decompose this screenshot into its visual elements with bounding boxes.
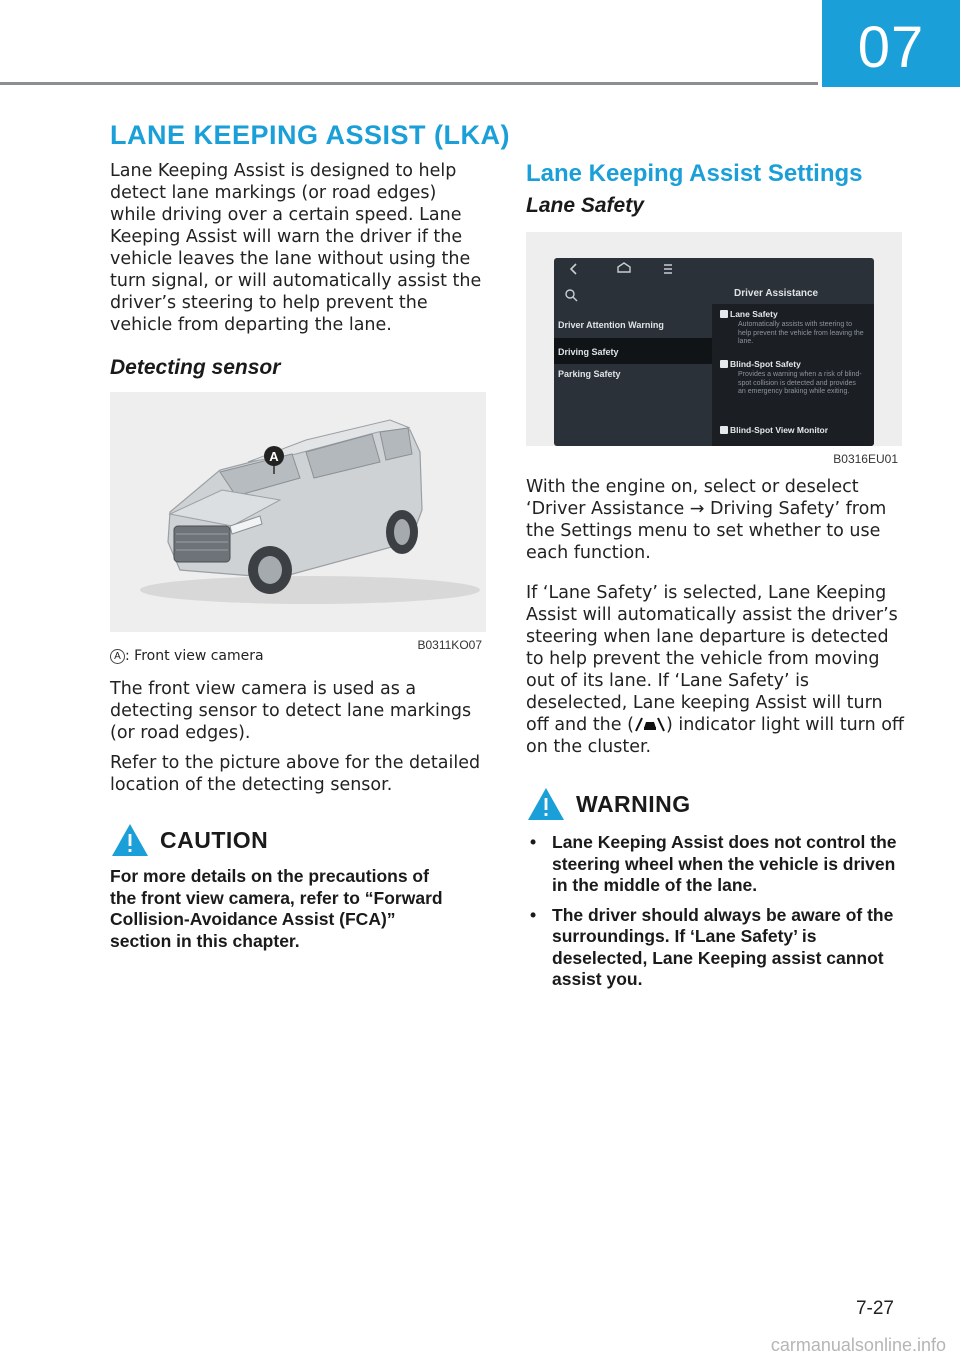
settings-paragraph-1: With the engine on, select or deselect ‘Driver Assistance → Driving Safety’ from the Settings menu to set whether to use each function. [526, 477, 887, 563]
option-blind-spot-view-monitor[interactable]: Blind-Spot View Monitor [730, 425, 829, 435]
right-column [526, 160, 906, 999]
options-panel [712, 304, 874, 446]
caption-text: : Front view camera [125, 648, 264, 664]
figure-code: B0311KO07 [417, 638, 482, 652]
option-blind-spot-desc: Provides a warning when a risk of blind-spot collision is detected and provides an emergency braking while exiting. [738, 371, 862, 395]
option-lane-safety[interactable]: Lane Safety [730, 309, 778, 319]
warning-item-1: • Lane Keeping Assist does not control the steering wheel when the vehicle is driven in the middle of the lane. [526, 832, 900, 897]
warning-item-2: • The driver should always be aware of the surroundings. If ‘Lane Safety’ is deselected, Lane Keeping assist cannot assist you. [526, 905, 900, 991]
header-rule [0, 82, 818, 85]
figure-marker-a: A [269, 449, 279, 464]
sensor-paragraph-2: Refer to the picture above for the detailed location of the detecting sensor. [110, 753, 481, 795]
bvm-checkbox[interactable] [720, 426, 728, 434]
settings-screen [554, 258, 874, 446]
warning-icon [526, 786, 566, 822]
warning-label: WARNING [576, 790, 691, 817]
settings-paragraph-2b: ) indicator light will turn off on the cluster. [526, 715, 904, 757]
warning-header [526, 786, 906, 822]
caption-marker: A [110, 649, 125, 664]
page-number: 7-27 [855, 1298, 894, 1319]
caution-icon [110, 822, 150, 858]
warning-list [526, 832, 900, 991]
option-lane-safety-desc: Automatically assists with steering to help prevent the vehicle from leaving the lane. [738, 321, 864, 345]
settings-paragraph-2 [526, 582, 906, 758]
settings-paragraph-2a: If ‘Lane Safety’ is selected, Lane Keeping Assist will automatically assist the driver’s steering when lane departure is detected to help prevent the vehicle from moving out of its lane. If ‘Lane Safety’ is deselected, Lane keeping Assist will turn off and the ( [526, 583, 898, 735]
menu-driver-attention[interactable]: Driver Attention Warning [558, 320, 664, 330]
caution-header [110, 822, 490, 858]
detecting-sensor-heading: Detecting sensor [110, 356, 281, 379]
caution-text: For more details on the precautions of the front view camera, refer to “Forward Collision-Avoidance Assist (FCA)” section in this chapter. [110, 866, 443, 951]
blind-spot-checkbox[interactable] [720, 360, 728, 368]
vehicle-figure [110, 392, 486, 652]
lane-safety-checkbox[interactable] [720, 310, 728, 318]
suv-illustration [110, 392, 486, 632]
caution-label: CAUTION [160, 826, 269, 853]
settings-figure [526, 232, 902, 466]
lka-indicator-icon [634, 716, 666, 732]
settings-heading: Lane Keeping Assist Settings [526, 160, 863, 187]
lane-safety-heading: Lane Safety [526, 194, 644, 217]
left-column [110, 160, 490, 952]
intro-paragraph: Lane Keeping Assist is designed to help detect lane markings (or road edges) while driving over a certain speed. Lane Keeping Assist will warn the driver if the vehicle leaves the lane without using the turn signal, or will automatically assist the driver’s steering to help prevent the vehicle from departing the lane. [110, 161, 482, 335]
section-title: LANE KEEPING ASSIST (LKA) [110, 120, 511, 150]
screen-search-icon [564, 288, 578, 302]
sensor-paragraph-1: The front view camera is used as a detecting sensor to detect lane markings (or road edges). [110, 679, 472, 743]
chapter-tab: 07 [822, 0, 960, 87]
screen-topbar [554, 258, 874, 280]
figure-code-2: B0316EU01 [833, 452, 898, 466]
menu-driving-safety[interactable]: Driving Safety [558, 347, 619, 357]
watermark: carmanualsonline.info [770, 1335, 946, 1355]
option-blind-spot-safety[interactable]: Blind-Spot Safety [730, 359, 801, 369]
menu-parking-safety[interactable]: Parking Safety [558, 369, 621, 379]
screen-title: Driver Assistance [734, 288, 819, 299]
